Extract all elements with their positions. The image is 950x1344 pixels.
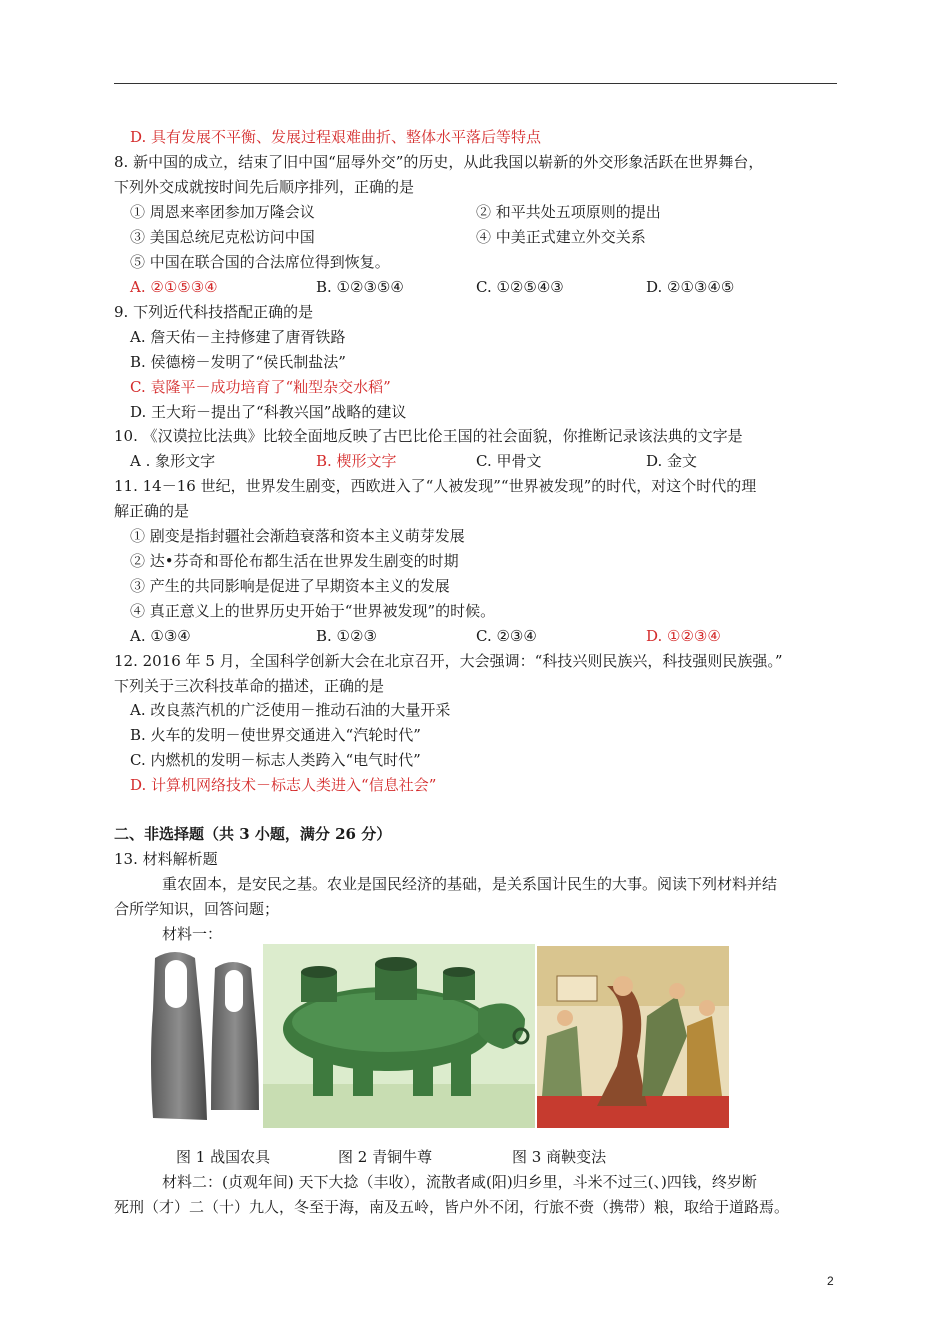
q9-option-b: B. 侯德榜－发明了“侯氏制盐法” xyxy=(130,353,346,371)
figure-3-caption: 图 3 商鞅变法 xyxy=(512,1148,607,1166)
q8-option-b: B. ①②③⑤④ xyxy=(316,278,404,296)
q12-option-a: A. 改良蒸汽机的广泛使用－推动石油的大量开采 xyxy=(130,701,451,719)
header-rule xyxy=(114,83,837,84)
q7-option-d: D. 具有发展不平衡、发展过程艰难曲折、整体水平落后等特点 xyxy=(130,128,542,146)
page-number: 2 xyxy=(827,1274,834,1288)
q11-stem-line2: 解正确的是 xyxy=(114,502,190,520)
q10-option-c: C. 甲骨文 xyxy=(476,452,542,470)
q8-option-d: D. ②①③④⑤ xyxy=(646,278,735,296)
q12-stem-line2: 下列关于三次科技革命的描述，正确的是 xyxy=(114,677,385,695)
q8-option-a: A. ②①⑤③④ xyxy=(130,278,218,296)
q8-item-1: ① 周恩来率团参加万隆会议 xyxy=(130,203,315,221)
q8-item-4: ④ 中美正式建立外交关系 xyxy=(476,228,646,246)
q11-item-3: ③ 产生的共同影响是促进了早期资本主义的发展 xyxy=(130,577,450,595)
q10-option-d: D. 金文 xyxy=(646,452,698,470)
q13-intro-line2: 合所学知识，回答问题； xyxy=(114,900,280,918)
q11-option-c: C. ②③④ xyxy=(476,627,537,645)
q12-option-b: B. 火车的发明－使世界交通进入“汽轮时代” xyxy=(130,726,421,744)
q10-option-b: B. 楔形文字 xyxy=(316,452,397,470)
q9-stem: 9. 下列近代科技搭配正确的是 xyxy=(114,303,314,321)
figure-shang-yang-reform xyxy=(537,946,729,1128)
q9-option-c: C. 袁隆平－成功培育了“籼型杂交水稻” xyxy=(130,378,391,396)
figure-1-caption: 图 1 战国农具 xyxy=(176,1148,271,1166)
q12-stem-line1: 12. 2016 年 5 月，全国科学创新大会在北京召开，大会强调：“科技兴则民族兴，科技强则民族强。” xyxy=(114,652,783,670)
q8-item-3: ③ 美国总统尼克松访问中国 xyxy=(130,228,315,246)
section-2-heading: 二、非选择题（共 3 小题，满分 26 分） xyxy=(114,825,392,843)
q11-option-d: D. ①②③④ xyxy=(646,627,721,645)
q8-option-c: C. ①②⑤④③ xyxy=(476,278,564,296)
material-2-line2: 死刑（才）二（十）九人，冬至于海，南及五岭，皆户外不闭，行旅不赍（携带）粮，取给于道路焉。 xyxy=(114,1198,790,1216)
q11-stem-line1: 11. 14－16 世纪，世界发生剧变，西欧进入了“人被发现”“世界被发现”的时代，对这个时代的理 xyxy=(114,477,757,495)
q8-item-2: ② 和平共处五项原则的提出 xyxy=(476,203,661,221)
figure-2-caption: 图 2 青铜牛尊 xyxy=(338,1148,433,1166)
figure-bronze-ox-zun xyxy=(263,944,535,1128)
q10-stem: 10. 《汉谟拉比法典》比较全面地反映了古巴比伦王国的社会面貌，你推断记录该法典的文字是 xyxy=(114,427,743,445)
q11-item-2: ② 达•芬奇和哥伦布都生活在世界发生剧变的时期 xyxy=(130,552,459,570)
q13-intro-line1: 重农固本，是安民之基。农业是国民经济的基础，是关系国计民生的大事。阅读下列材料并结 xyxy=(162,875,778,893)
q8-item-5: ⑤ 中国在联合国的合法席位得到恢复。 xyxy=(130,253,390,271)
q10-option-a: A . 象形文字 xyxy=(130,452,216,470)
material-2-line1: 材料二：(贞观年间) 天下大捻（丰收），流散者咸(阳)归乡里，斗米不过三(、)四钱，终岁断 xyxy=(162,1173,757,1191)
q9-option-d: D. 王大珩－提出了“科教兴国”战略的建议 xyxy=(130,403,407,421)
q11-option-a: A. ①③④ xyxy=(130,627,191,645)
q13-title: 13. 材料解析题 xyxy=(114,850,218,868)
q11-item-4: ④ 真正意义上的世界历史开始于“世界被发现”的时候。 xyxy=(130,602,496,620)
q9-option-a: A. 詹天佑－主持修建了唐胥铁路 xyxy=(130,328,346,346)
q12-option-c: C. 内燃机的发明－标志人类跨入“电气时代” xyxy=(130,751,421,769)
q8-stem-line1: 8. 新中国的成立，结束了旧中国“屈辱外交”的历史，从此我国以崭新的外交形象活跃在世界舞台， xyxy=(114,153,764,171)
figure-warring-states-tools xyxy=(145,950,263,1125)
q11-item-1: ① 剧变是指封疆社会渐趋衰落和资本主义萌芽发展 xyxy=(130,527,465,545)
material-1-label: 材料一： xyxy=(162,925,223,943)
q8-stem-line2: 下列外交成就按时间先后顺序排列，正确的是 xyxy=(114,178,415,196)
q11-option-b: B. ①②③ xyxy=(316,627,377,645)
q12-option-d: D. 计算机网络技术－标志人类进入“信息社会” xyxy=(130,776,437,794)
